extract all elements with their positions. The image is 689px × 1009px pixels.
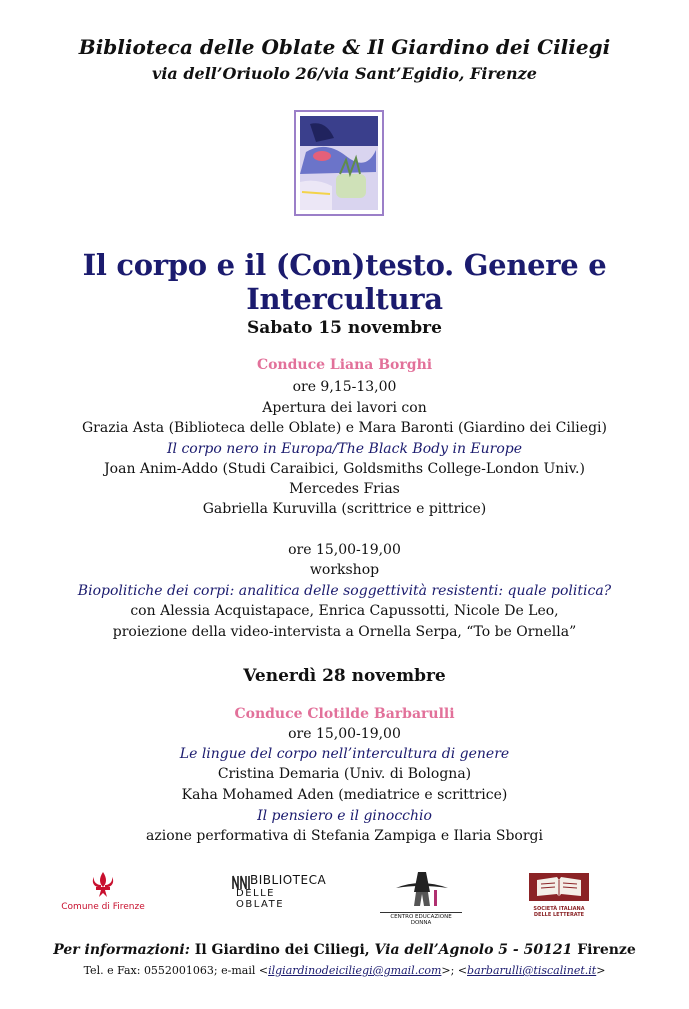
info-org: Il Giardino dei Ciliegi, xyxy=(194,942,370,958)
contact-prefix: Tel. e Fax: 0552001063; e-mail < xyxy=(83,964,269,977)
biblioteca-oblate-logo xyxy=(232,874,328,920)
venue-header: Biblioteca delle Oblate & Il Giardino dei Ciliegi xyxy=(78,35,611,59)
day2-date: Venerdì 28 novembre xyxy=(243,666,446,686)
day2-performance: azione performativa di Stefania Zampiga e Ilaria Sborgi xyxy=(146,828,543,844)
contact-mid: >; < xyxy=(441,964,468,977)
day1-workshop-title: Biopolitiche dei corpi: analitica delle soggettività resistenti: quale politica? xyxy=(77,583,612,599)
info-label: Per informazioni: xyxy=(53,942,190,958)
centro-educazione-donna-logo xyxy=(372,868,470,926)
contact-suffix: > xyxy=(596,964,606,977)
day1-time-morning: ore 9,15-13,00 xyxy=(292,379,397,395)
day1-workshop-video: proiezione della video-intervista a Ornella Serpa, “To be Ornella” xyxy=(112,624,577,640)
event-title: Il corpo e il (Con)testo. Genere e Intercultura xyxy=(82,248,607,316)
oblate-label-3: OBLATE xyxy=(236,899,285,910)
day2-panel-title: Le lingue del corpo nell’intercultura di genere xyxy=(179,746,510,762)
day1-opening-names: Grazia Asta (Biblioteca delle Oblate) e Mara Baronti (Giardino dei Ciliegi) xyxy=(82,420,607,436)
day1-opening: Apertura dei lavori con xyxy=(262,400,427,416)
venue-address: via dell’Oriuolo 26/via Sant’Egidio, Firenze xyxy=(152,64,537,83)
email-link-barbarulli[interactable]: barbarulli@tiscalinet.it xyxy=(467,964,597,977)
day2-speaker-1: Cristina Demaria (Univ. di Bologna) xyxy=(217,766,472,782)
oblate-label-1: BIBLIOTECA xyxy=(250,873,327,887)
day1-chair: Conduce Liana Borghi xyxy=(256,357,433,373)
info-city: Firenze xyxy=(577,942,636,958)
day1-time-afternoon: ore 15,00-19,00 xyxy=(288,542,401,558)
day1-speaker-2: Mercedes Frias xyxy=(289,481,400,497)
footer-info xyxy=(0,942,689,958)
societa-letterate-logo xyxy=(526,872,592,922)
day1-panel-title: Il corpo nero in Europa/The Black Body in Europe xyxy=(166,441,523,457)
fleur-de-lis-icon xyxy=(88,870,118,898)
info-address: Via dell’Agnolo 5 - 50121 xyxy=(374,942,573,958)
societa-book-icon xyxy=(527,872,591,902)
cover-painting xyxy=(294,110,384,216)
day1-workshop: workshop xyxy=(309,562,380,578)
email-link-giardino[interactable]: ilgiardinodeiciliegi@gmail.com xyxy=(268,964,442,977)
centro-figure-icon xyxy=(390,868,452,908)
day1-date: Sabato 15 novembre xyxy=(247,318,442,338)
day2-speaker-2: Kaha Mohamed Aden (mediatrice e scrittrice) xyxy=(181,787,508,803)
day2-chair: Conduce Clotilde Barbarulli xyxy=(234,706,455,722)
day1-speaker-1: Joan Anim-Addo (Studi Caraibici, Goldsmiths College-London Univ.) xyxy=(104,461,585,477)
day1-speaker-3: Gabriella Kuruvilla (scrittrice e pittrice) xyxy=(202,501,487,517)
comune-label: Comune di Firenze xyxy=(61,902,145,912)
footer-contacts xyxy=(0,964,689,977)
day2-time: ore 15,00-19,00 xyxy=(288,726,401,742)
day2-panel-title-2: Il pensiero e il ginocchio xyxy=(257,808,432,824)
centro-label: CENTRO EDUCAZIONE DONNA xyxy=(380,912,462,926)
oblate-label-2: DELLE xyxy=(236,888,275,899)
day1-workshop-names: con Alessia Acquistapace, Enrica Capussotti, Nicole De Leo, xyxy=(130,603,559,619)
comune-firenze-logo xyxy=(48,870,158,918)
societa-label-1: SOCIETÀ ITALIANA xyxy=(533,906,585,912)
painting-image xyxy=(296,112,382,214)
societa-label-2: DELLE LETTERATE xyxy=(533,912,585,918)
